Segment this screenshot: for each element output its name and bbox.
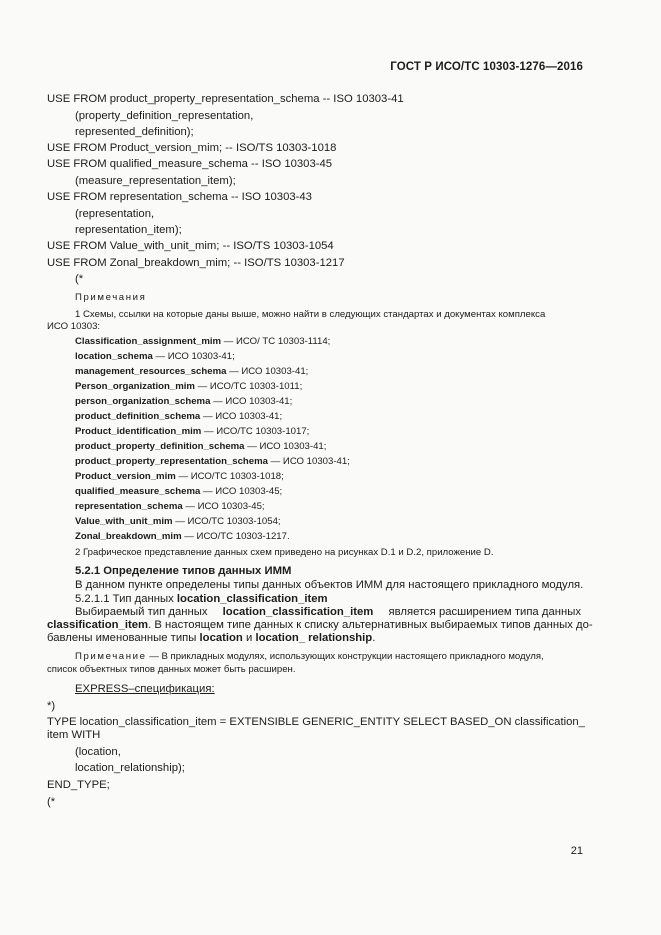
- code-line: location_relationship);: [75, 762, 185, 774]
- schema-standard: — ИСО 10303-41;: [152, 351, 235, 362]
- schema-name: Person_organization_mim: [75, 381, 195, 392]
- express-spec-label: EXPRESS–спецификация:: [75, 683, 215, 695]
- schema-standard: — ИСО 10303-41;: [268, 456, 350, 467]
- code-line: USE FROM representation_schema -- ISO 10303-43: [47, 191, 312, 203]
- paragraph-line-1: [75, 605, 581, 619]
- schema-reference: [75, 381, 302, 393]
- type-name: location: [199, 632, 243, 644]
- text-run: .: [372, 632, 376, 644]
- schema-name: product_property_definition_schema: [75, 441, 245, 452]
- subsection-prefix: 5.2.1.1 Тип данных: [75, 593, 177, 605]
- schema-reference: [75, 396, 292, 408]
- code-line: (location,: [75, 746, 121, 758]
- schema-standard: — ИСО 10303-41;: [226, 366, 309, 377]
- code-line: representation_item);: [75, 224, 182, 236]
- code-line: TYPE location_classification_item = EXTENSIBLE GENERIC_ENTITY SELECT BASED_ON classification_: [47, 716, 585, 728]
- schema-name: Product_identification_mim: [75, 426, 202, 437]
- schema-name: Zonal_breakdown_mim: [75, 531, 182, 542]
- schema-standard: — ИСО 10303-41;: [210, 396, 293, 407]
- subsection-type-name: location_classification_item: [176, 593, 328, 605]
- text-run: бавлены именованные типы: [47, 632, 200, 644]
- schema-standard: — ИСО 10303-45;: [182, 501, 265, 512]
- code-line: USE FROM Value_with_unit_mim; -- ISO/TS 10303-1054: [47, 240, 334, 252]
- paragraph-line-2: [47, 618, 593, 632]
- code-line: (*: [47, 796, 56, 808]
- schema-name: person_organization_schema: [75, 396, 211, 407]
- section-note-line-2: список объектных типов данных может быть расширен.: [47, 664, 296, 675]
- type-name: location_classification_item: [222, 606, 374, 618]
- code-line: item WITH: [47, 729, 101, 741]
- schema-standard: — ИСО/ТС 10303-1017;: [201, 426, 310, 437]
- schema-name: product_property_representation_schema: [75, 456, 268, 467]
- section-note-line-1: [75, 651, 544, 663]
- text-run: Выбираемый тип данных: [75, 606, 208, 618]
- text-run: и: [242, 632, 256, 644]
- code-line: (measure_representation_item);: [75, 175, 236, 187]
- document-header: ГОСТ Р ИСО/ТС 10303-1276—2016: [390, 61, 583, 73]
- schema-standard: — ИСО/ТС 10303-1011;: [194, 381, 303, 392]
- type-name: location_ relationship: [255, 632, 373, 644]
- code-line: *): [47, 700, 56, 712]
- section-heading: 5.2.1 Определение типов данных ИММ: [75, 565, 292, 577]
- schema-reference: [75, 441, 326, 453]
- code-line: USE FROM Zonal_breakdown_mim; -- ISO/TS 10303-1217: [47, 257, 345, 269]
- schema-standard: — ИСО/ТС 10303-1018;: [175, 471, 284, 482]
- schema-standard: — ИСО/ТС 10303-1054;: [172, 516, 281, 527]
- note-1-line-1: 1 Схемы, ссылки на которые даны выше, можно найти в следующих стандартах и документах комплекса: [75, 309, 546, 320]
- schema-name: qualified_measure_schema: [75, 486, 201, 497]
- paragraph-line-3: [47, 631, 375, 645]
- note-text: — В прикладных модулях, использующих конструкции настоящего прикладного модуля,: [146, 651, 544, 662]
- text-run: . В настоящем типе данных к списку альтернативных выбираемых типов данных до-: [148, 619, 593, 631]
- schema-standard: — ИСО 10303-41;: [244, 441, 327, 452]
- code-line: (representation,: [75, 208, 155, 220]
- schema-name: representation_schema: [75, 501, 183, 512]
- note-label: Примечание: [75, 651, 147, 662]
- schema-name: location_schema: [75, 351, 153, 362]
- schema-standard: — ИСО 10303-41;: [200, 411, 283, 422]
- schema-name: Classification_assignment_mim: [75, 336, 222, 347]
- code-line: (*: [75, 273, 84, 285]
- note-2: 2 Графическое представление данных схем приведено на рисунках D.1 и D.2, приложение D.: [75, 547, 494, 558]
- subsection-heading: [75, 592, 328, 606]
- notes-heading: Примечания: [75, 292, 147, 303]
- schema-reference: [75, 531, 290, 543]
- type-name: classification_item: [47, 619, 149, 631]
- schema-standard: — ИСО 10303-45;: [200, 486, 283, 497]
- schema-reference: [75, 471, 284, 483]
- schema-name: Value_with_unit_mim: [75, 516, 173, 527]
- schema-name: product_definition_schema: [75, 411, 201, 422]
- section-intro: В данном пункте определены типы данных объектов ИММ для настоящего прикладного модуля.: [75, 579, 584, 591]
- text-run: является расширением типа данных: [388, 606, 581, 618]
- code-line: USE FROM Product_version_mim; -- ISO/TS 10303-1018: [47, 142, 337, 154]
- code-line: USE FROM qualified_measure_schema -- ISO 10303-45: [47, 158, 333, 170]
- schema-reference: [75, 351, 235, 363]
- code-line: (property_definition_representation,: [75, 110, 254, 122]
- schema-reference: [75, 426, 309, 438]
- schema-name: Product_version_mim: [75, 471, 176, 482]
- code-line: END_TYPE;: [47, 779, 110, 791]
- schema-reference: [75, 366, 308, 378]
- schema-standard: — ИСО/ ТС 10303-1114;: [221, 336, 331, 347]
- schema-standard: — ИСО/ТС 10303-1217.: [181, 531, 290, 542]
- note-1-line-2: ИСО 10303:: [47, 321, 101, 332]
- code-line: USE FROM product_property_representation_schema -- ISO 10303-41: [47, 93, 404, 105]
- schema-reference: [75, 486, 282, 498]
- schema-reference: [75, 456, 350, 468]
- page-number: 21: [570, 845, 583, 857]
- schema-reference: [75, 501, 265, 513]
- schema-name: management_resources_schema: [75, 366, 227, 377]
- schema-reference: [75, 516, 281, 528]
- schema-reference: [75, 411, 282, 423]
- code-line: represented_definition);: [75, 126, 194, 138]
- schema-reference: [75, 336, 330, 348]
